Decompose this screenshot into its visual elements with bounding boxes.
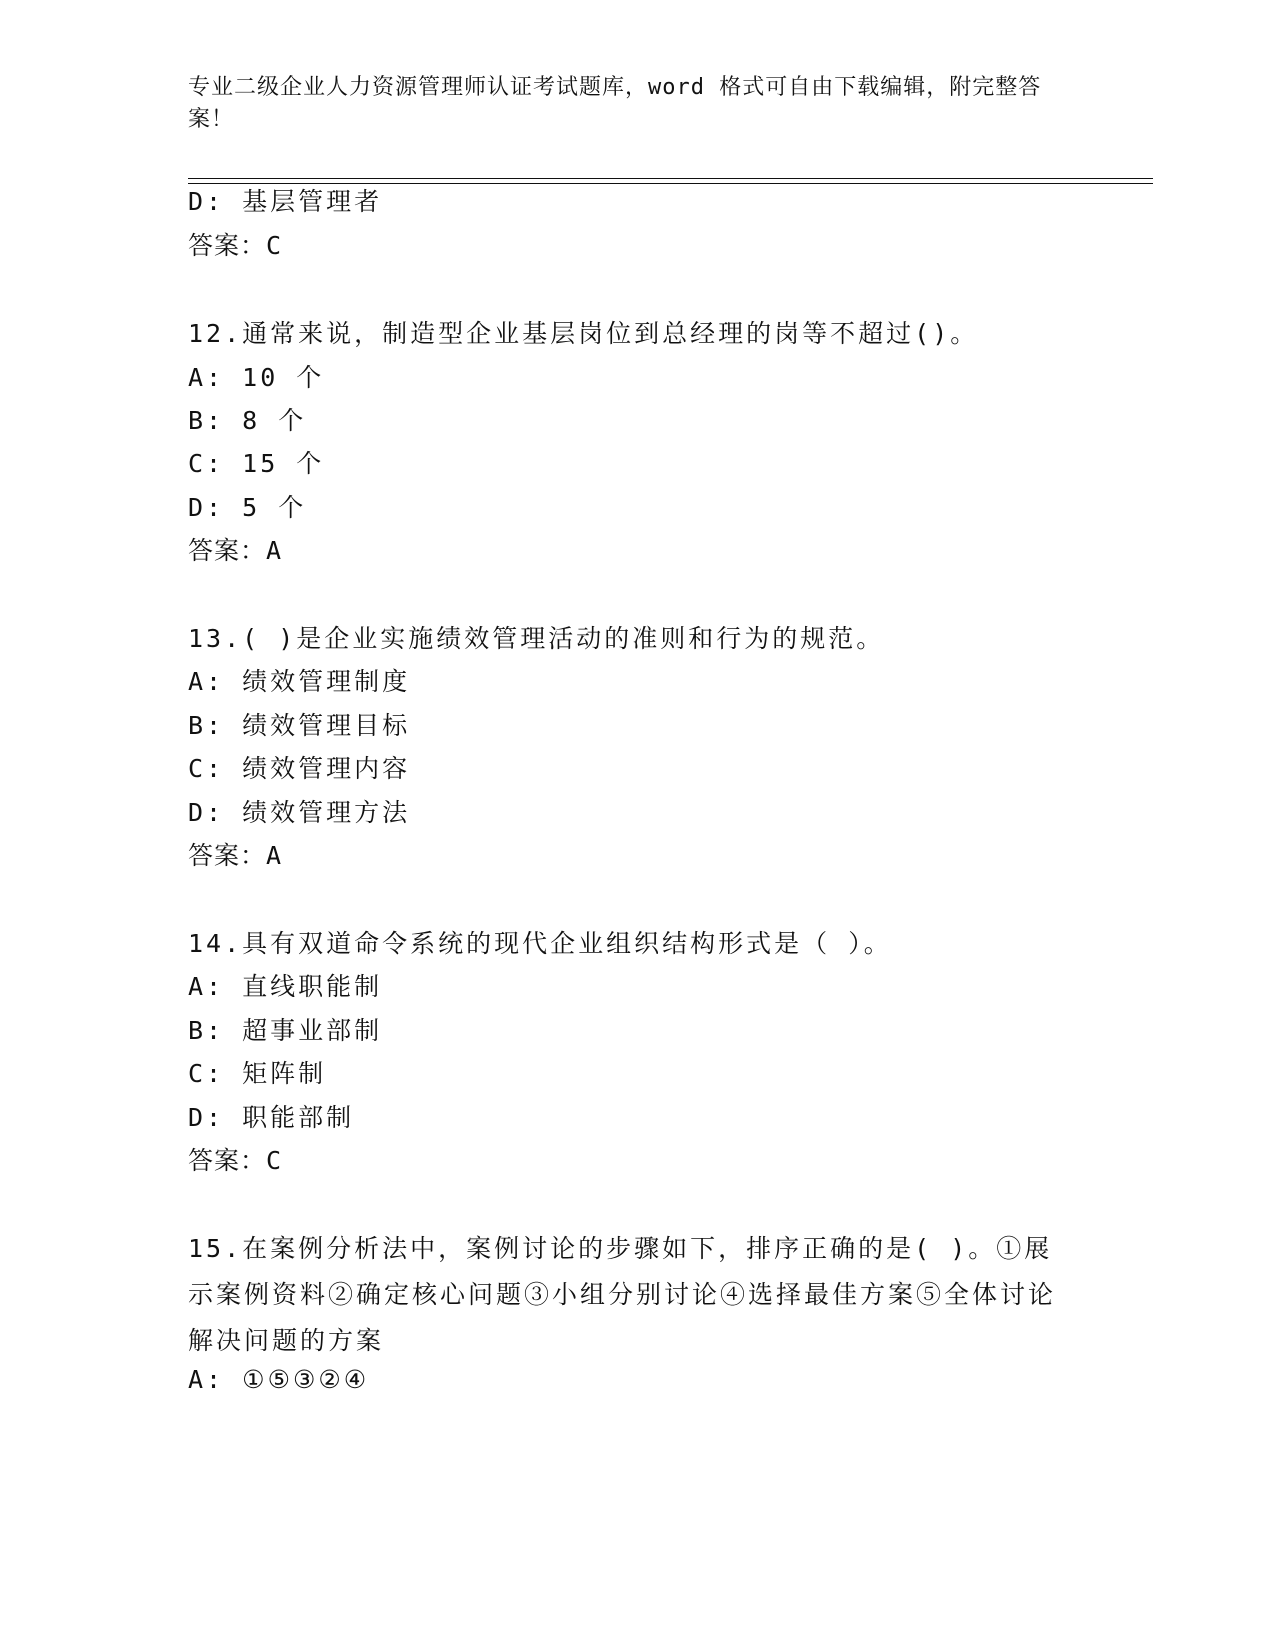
question-13-stem: 13.( )是企业实施绩效管理活动的准则和行为的规范。 — [188, 624, 885, 653]
question-14-option-c: C: 矩阵制 — [188, 1059, 327, 1088]
question-13-option-c: C: 绩效管理内容 — [188, 754, 411, 783]
prev-question-answer: 答案：C — [188, 231, 283, 260]
question-12-option-d: D: 5 个 — [188, 493, 307, 522]
question-13-option-b: B: 绩效管理目标 — [188, 711, 411, 740]
prev-question-option-d: D: 基层管理者 — [188, 187, 383, 216]
question-12-option-c: C: 15 个 — [188, 449, 325, 478]
question-12-option-b: B: 8 个 — [188, 406, 307, 435]
question-12-answer: 答案：A — [188, 536, 283, 565]
question-13-option-d: D: 绩效管理方法 — [188, 798, 411, 827]
question-14-stem: 14.具有双道命令系统的现代企业组织结构形式是（ ）。 — [188, 929, 892, 958]
question-14-option-d: D: 职能部制 — [188, 1103, 355, 1132]
question-12-stem: 12.通常来说，制造型企业基层岗位到总经理的岗等不超过()。 — [188, 319, 979, 348]
question-12-option-a: A: 10 个 — [188, 363, 325, 392]
question-15-option-a: A: ①⑤③②④ — [188, 1365, 370, 1394]
question-14-answer: 答案：C — [188, 1146, 283, 1175]
header-divider-top — [188, 178, 1153, 179]
question-14-option-a: A: 直线职能制 — [188, 972, 383, 1001]
question-14-option-b: B: 超事业部制 — [188, 1016, 383, 1045]
question-13-answer: 答案：A — [188, 841, 283, 870]
header-divider-bottom — [188, 183, 1153, 184]
page-header: 专业二级企业人力资源管理师认证考试题库，word 格式可自由下载编辑，附完整答案！ — [188, 75, 1042, 132]
question-15-stem: 15.在案例分析法中，案例讨论的步骤如下，排序正确的是( )。①展示案例资料②确定核心问题③小组分别讨论④选择最佳方案⑤全体讨论解决问题的方案 — [188, 1234, 1057, 1355]
question-13-option-a: A: 绩效管理制度 — [188, 667, 411, 696]
